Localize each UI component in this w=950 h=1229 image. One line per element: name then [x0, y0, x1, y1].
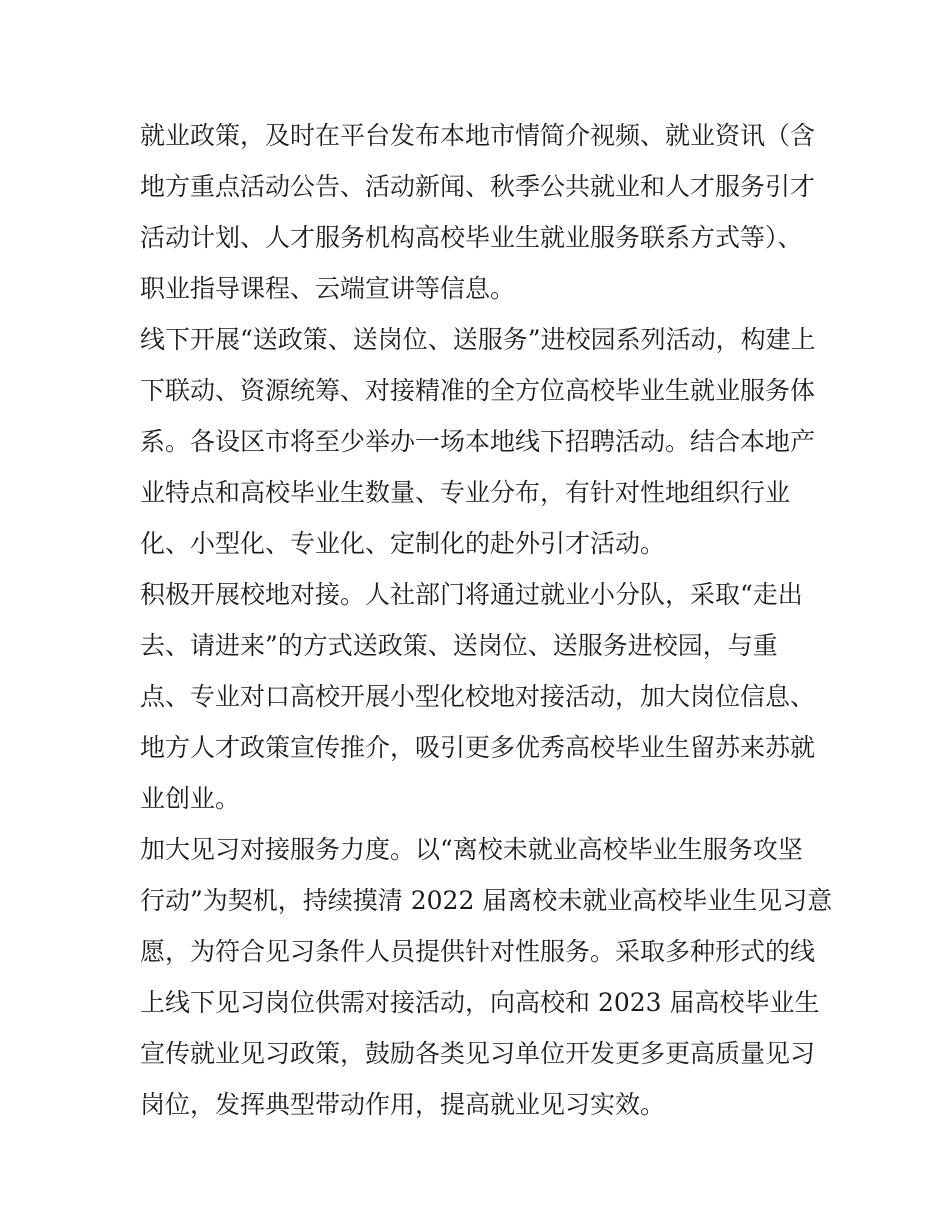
- text-line: 业特点和高校毕业生数量、专业分布，有针对性地组织行业: [140, 478, 791, 507]
- body-text: [140, 110, 833, 1130]
- text-line: 下联动、资源统筹、对接精准的全方位高校毕业生就业服务体: [140, 376, 816, 405]
- text-line: 上线下见习岗位供需对接活动，向高校和 2023 届高校毕业生: [140, 988, 820, 1017]
- text-line: 化、小型化、专业化、定制化的赴外引才活动。: [140, 529, 666, 558]
- text-line: 点、专业对口高校开展小型化校地对接活动，加大岗位信息、: [140, 682, 816, 711]
- text-line: 线下开展“送政策、送岗位、送服务”进校园系列活动，构建上: [140, 325, 816, 354]
- text-line: 系。各设区市将至少举办一场本地线下招聘活动。结合本地产: [140, 427, 816, 456]
- text-line: 业创业。: [140, 784, 241, 813]
- text-line: 地方重点活动公告、活动新闻、秋季公共就业和人才服务引才: [140, 172, 816, 201]
- text-line: 职业指导课程、云端宣讲等信息。: [140, 274, 516, 303]
- text-line: 宣传就业见习政策，鼓励各类见习单位开发更多更高质量见习: [140, 1039, 816, 1068]
- text-line: 岗位，发挥典型带动作用，提高就业见习实效。: [140, 1090, 666, 1119]
- text-line: 去、请进来”的方式送政策、送岗位、送服务进校园，与重: [140, 631, 778, 660]
- text-line: 活动计划、人才服务机构高校毕业生就业服务联系方式等）、: [140, 223, 803, 252]
- text-line: 地方人才政策宣传推介，吸引更多优秀高校毕业生留苏来苏就: [140, 733, 816, 762]
- text-line: 加大见习对接服务力度。以“离校未就业高校毕业生服务攻坚: [140, 835, 803, 864]
- text-line: 愿，为符合见习条件人员提供针对性服务。采取多种形式的线: [140, 937, 816, 966]
- text-line: 行动”为契机，持续摸清 2022 届离校未就业高校毕业生见习意: [140, 886, 833, 915]
- text-line: 就业政策，及时在平台发布本地市情简介视频、就业资讯（含: [140, 121, 816, 150]
- text-line: 积极开展校地对接。人社部门将通过就业小分队，采取“走出: [140, 580, 803, 609]
